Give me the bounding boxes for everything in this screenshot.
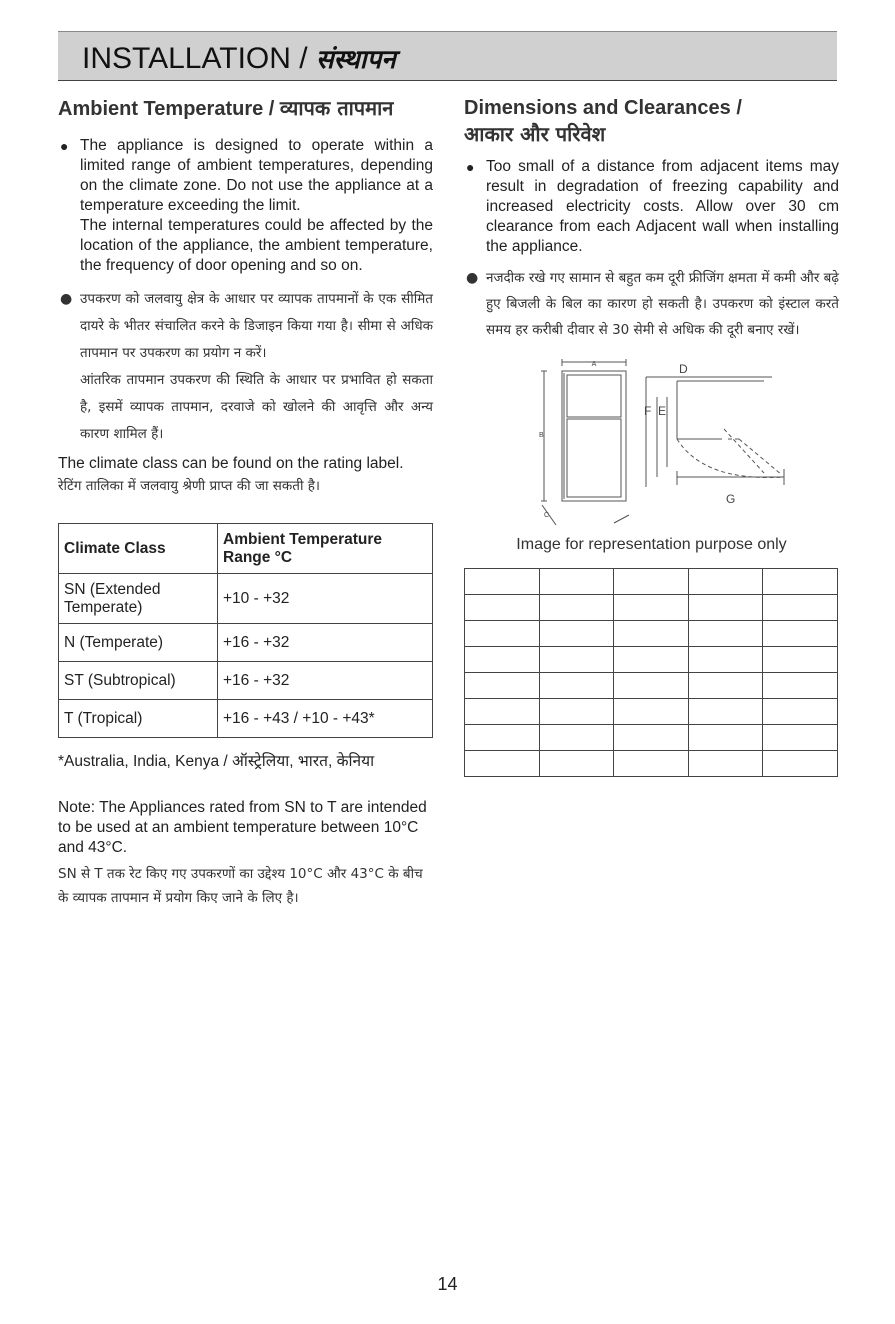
table-row — [59, 624, 433, 662]
table-cell: T (Tropical) — [59, 700, 218, 738]
ambient-bullet-hi — [58, 286, 433, 448]
ambient-bullet-en-p2: The internal temperatures could be affected by the location of the appliance, the ambient temperature, the frequency of door opening and so on. — [80, 217, 433, 274]
column-header-temperature-range: Ambient Temperature Range °C — [218, 524, 433, 574]
fridge-door — [567, 419, 621, 497]
table-cell: N (Temperate) — [59, 624, 218, 662]
table-cell: ST (Subtropical) — [59, 662, 218, 700]
page-number: 14 — [437, 1274, 458, 1294]
column-header-climate-class: Climate Class — [59, 524, 218, 574]
table-row — [465, 751, 838, 777]
label-e: E — [658, 404, 667, 418]
note-hi: SN से T तक रेट किए गए उपकरणों का उद्देश्य 10°C और 43°C के बीच के व्यापक तापमान में प्रयोग किए जाने के लिए है। — [58, 866, 423, 906]
dimensions-heading-en: Dimensions and Clearances / — [464, 97, 742, 119]
bullet-icon: ● — [60, 291, 73, 307]
bullet-icon: ● — [466, 159, 475, 175]
page-title — [82, 40, 396, 76]
rating-label-note-en: The climate class can be found on the rating label. — [58, 455, 404, 472]
label-f: F — [644, 404, 652, 418]
clearance-diagram — [464, 357, 839, 542]
table-row — [465, 673, 838, 699]
fridge-body — [562, 371, 626, 501]
dimensions-bullet-hi — [464, 265, 839, 343]
title-hindi: संस्थापन — [315, 45, 396, 75]
table-cell: +16 - +32 — [218, 662, 433, 700]
label-d: D — [679, 362, 688, 376]
table-row — [465, 647, 838, 673]
table-row — [465, 699, 838, 725]
bullet-icon: ● — [466, 270, 479, 286]
page-header — [58, 31, 837, 81]
label-a: A — [591, 361, 597, 368]
title-english: INSTALLATION / — [82, 42, 316, 75]
dimensions-table — [464, 568, 838, 777]
diagram-caption: Image for representation purpose only — [516, 536, 787, 553]
label-b: B — [539, 432, 544, 439]
dimensions-bullet-hi-text: नजदीक रखे गए सामान से बहुत कम दूरी फ्रीजिंग क्षमता में कमी और बढ़े हुए बिजली के बिल का कारण हो सकती है। उपकरण को इंस्टाल करते समय हर करीबी दीवार से 30 सेमी से अधिक की दूरी बनाए रखें। — [486, 270, 839, 338]
table-row — [465, 725, 838, 751]
table-row — [59, 662, 433, 700]
note-en: Note: The Appliances rated from SN to T are intended to be used at an ambient temperature between 10°C and 43°C. — [58, 799, 427, 856]
table-row — [465, 569, 838, 595]
dimensions-bullet-en-text: Too small of a distance from adjacent items may result in degradation of freezing capability and increased electricity costs. Allow over 30 cm clearance from each Adjacent wall when installing the appliance. — [486, 158, 839, 255]
table-cell: +16 - +43 / +10 - +43* — [218, 700, 433, 738]
ambient-heading — [58, 95, 433, 122]
dimensions-heading-hi: आकार और परिवेश — [464, 122, 606, 146]
ambient-bullet-en — [58, 136, 433, 276]
ambient-heading-hi: व्यापक तापमान — [279, 96, 394, 120]
ambient-bullet-en-p1: The appliance is designed to operate within a limited range of ambient temperatures, depending on the climate zone. Do not use the appliance at a temperature exceeding the limit. — [80, 137, 433, 214]
dimensions-bullet-en — [464, 157, 839, 257]
label-c: C — [544, 512, 550, 519]
left-column — [58, 95, 433, 910]
climate-class-table — [58, 523, 433, 738]
ambient-bullet-hi-p1: उपकरण को जलवायु क्षेत्र के आधार पर व्यापक तापमानों के एक सीमित दायरे के भीतर संचालित करने के डिजाइन किया गया है। सीमा से अधिक तापमान पर उपकरण का प्रयोग न करें। — [80, 291, 433, 361]
bullet-icon: ● — [60, 138, 69, 154]
table-row — [465, 595, 838, 621]
right-column — [464, 95, 839, 777]
table-row — [465, 621, 838, 647]
freezer-door — [567, 375, 621, 417]
table-header-row — [59, 524, 433, 574]
table-cell: SN (Extended Temperate) — [59, 574, 218, 624]
table-row — [59, 700, 433, 738]
footnote: *Australia, India, Kenya / ऑस्ट्रेलिया, भारत, केनिया — [58, 753, 375, 770]
table-cell: +10 - +32 — [218, 574, 433, 624]
ambient-heading-en: Ambient Temperature / — [58, 98, 280, 120]
table-row — [59, 574, 433, 624]
table-cell: +16 - +32 — [218, 624, 433, 662]
ambient-bullet-hi-p2: आंतरिक तापमान उपकरण की स्थिति के आधार पर प्रभावित हो सकता है, इसमें व्यापक तापमान, दरवाजे को खोलने की आवृत्ति और अन्य कारण शामिल हैं। — [80, 372, 433, 442]
rating-label-note-hi: रेटिंग तालिका में जलवायु श्रेणी प्राप्त की जा सकती है। — [58, 478, 321, 494]
label-g: G — [726, 492, 736, 506]
